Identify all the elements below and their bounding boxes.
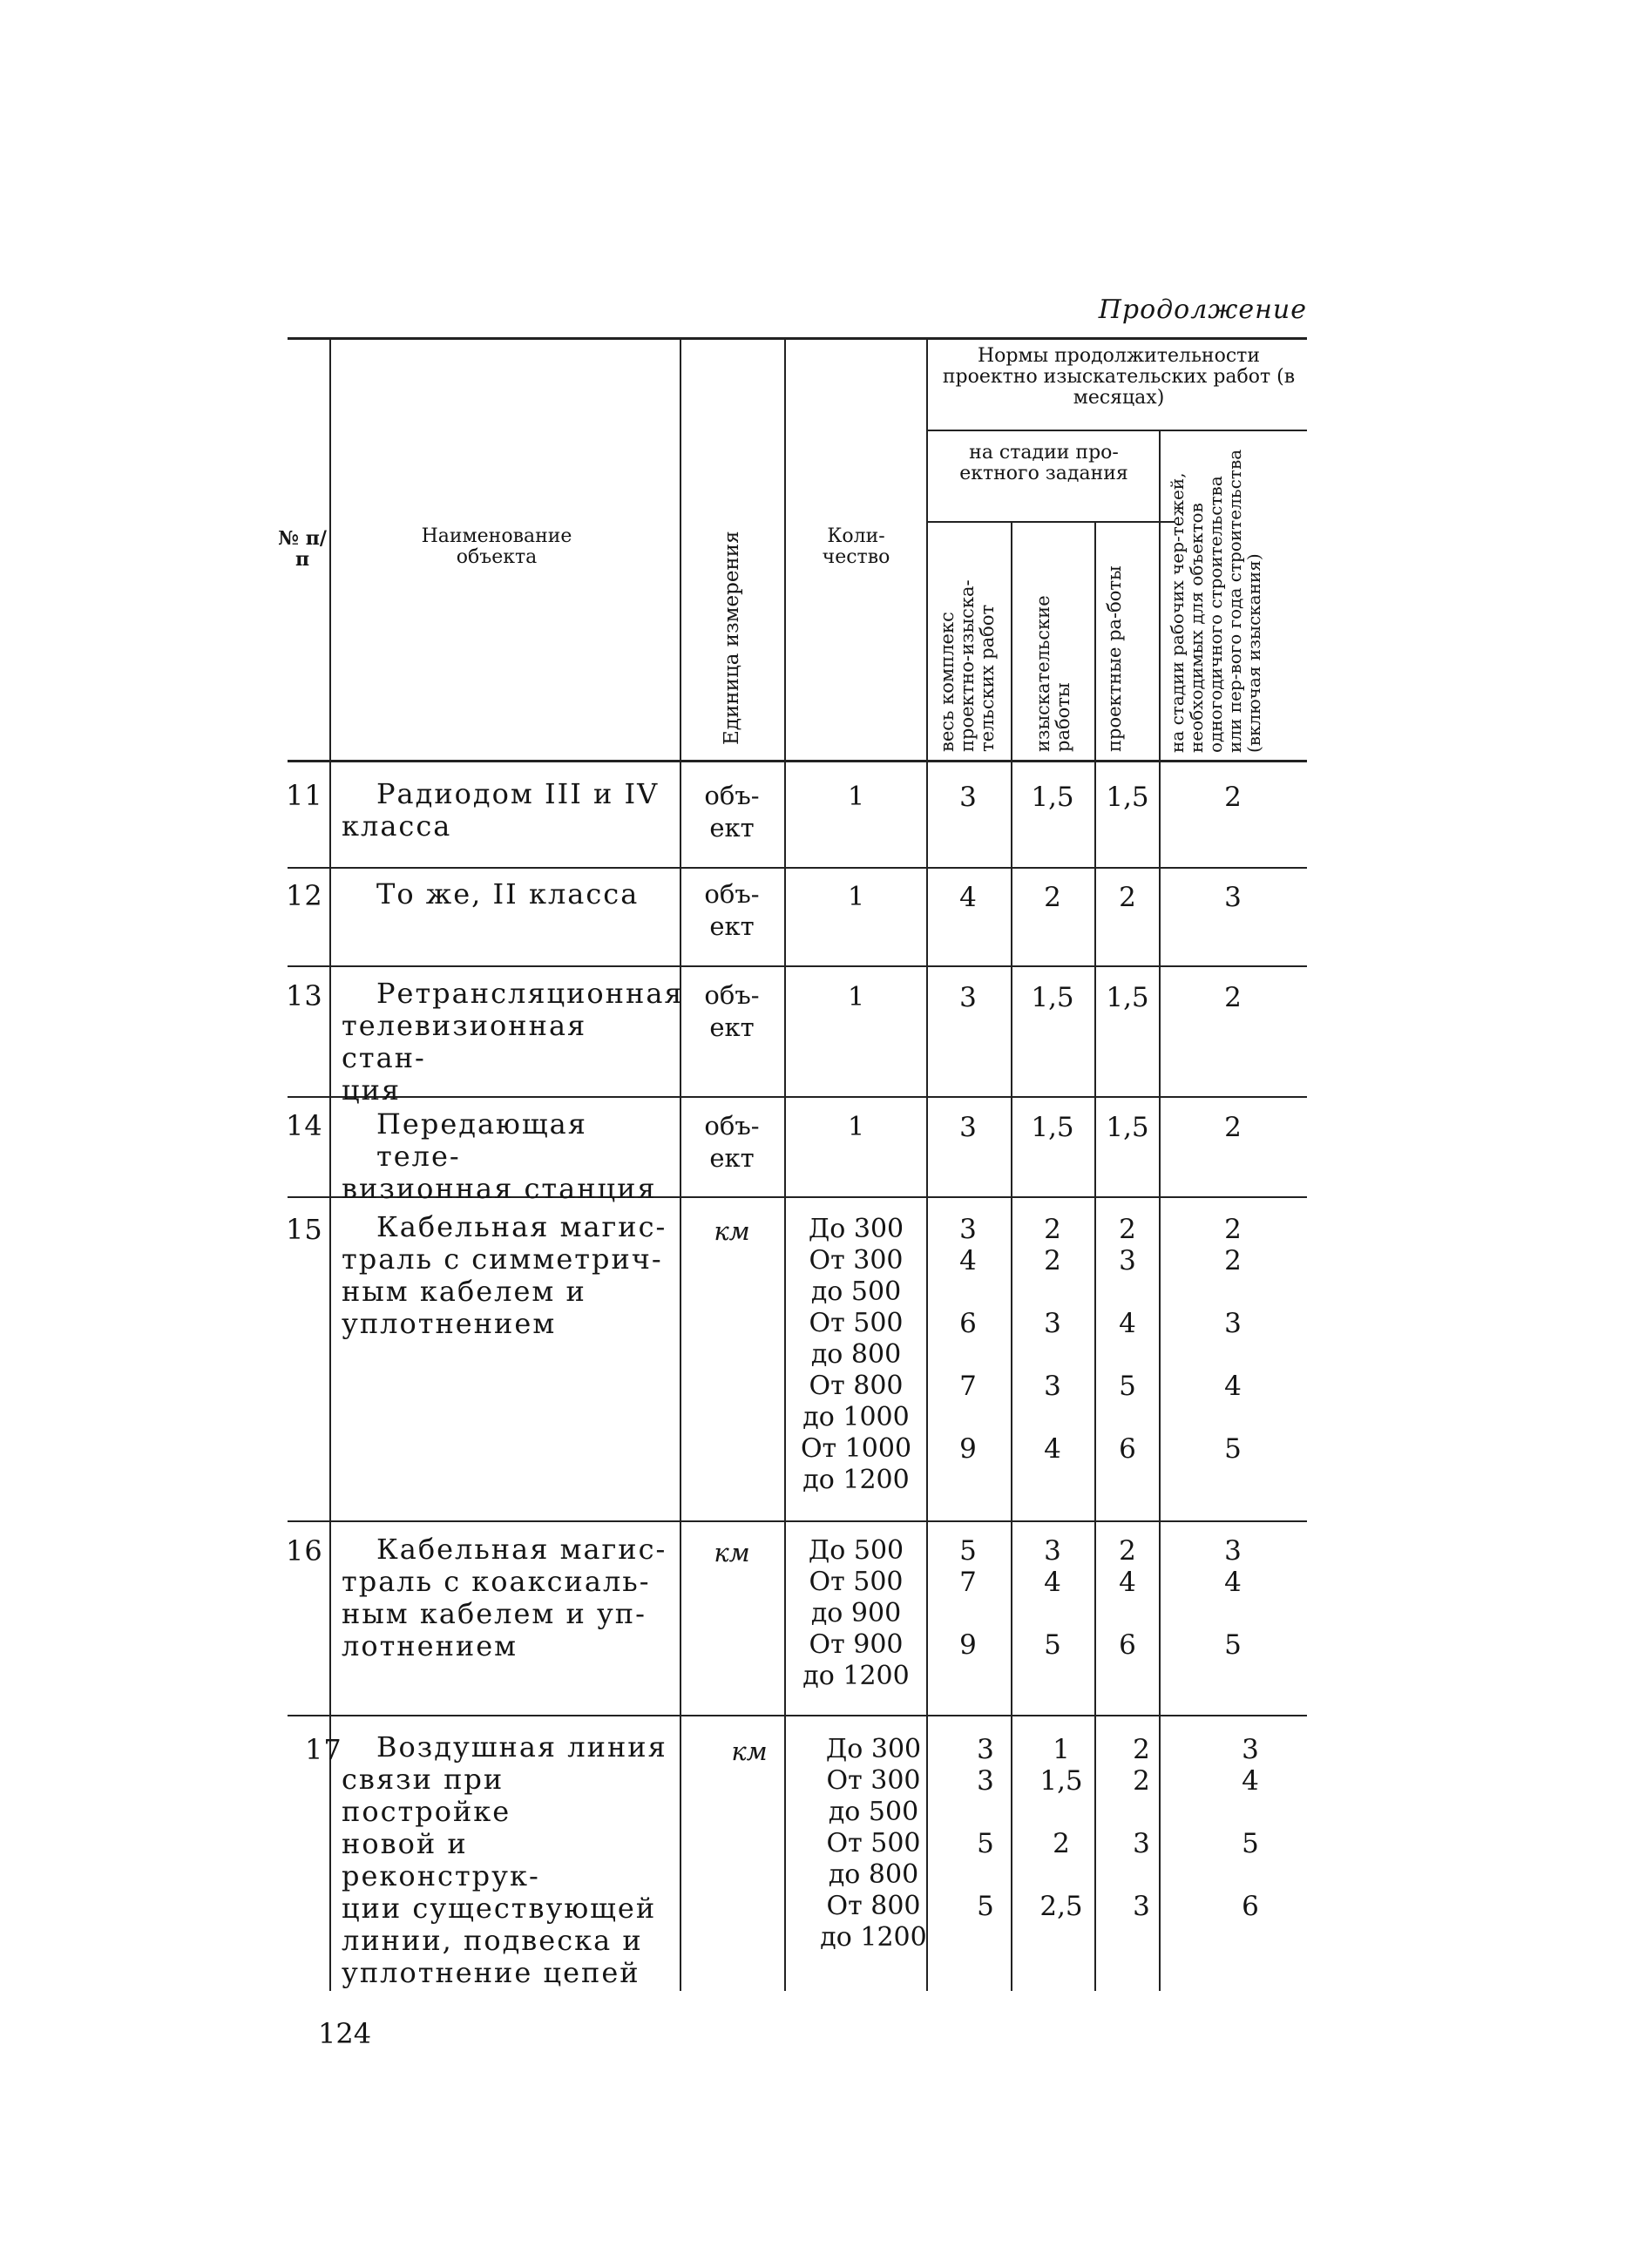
working-drawings-cell: 2 xyxy=(1224,1112,1242,1143)
working-drawings-cell: 3 4 5 xyxy=(1224,1535,1242,1661)
full-complex-cell: 3 3 5 5 xyxy=(977,1734,994,1922)
header-stage-project: на стадии про-ектного задания xyxy=(959,442,1128,485)
object-name: Передающая теле- визионная станция xyxy=(342,1107,657,1205)
header-design: проектные ра-боты xyxy=(1104,565,1125,752)
survey-cell: 2 xyxy=(1044,882,1061,913)
quantity-cell: 1 xyxy=(847,1112,865,1142)
row-no: 13 xyxy=(286,979,323,1012)
unit-cell: км xyxy=(714,1538,750,1567)
full-complex-cell: 5 7 9 xyxy=(959,1535,977,1661)
quantity-cell: 1 xyxy=(847,882,865,912)
object-name: Воздушная линия связи при постройке новой и реконструк- ции существующей линии, подвеска и уплотнение цепей xyxy=(342,1730,667,1989)
header-quantity: Коли-чество xyxy=(822,525,890,569)
table-top-rule xyxy=(288,337,1307,340)
design-cell: 1,5 xyxy=(1106,982,1149,1013)
header-no: № п/п xyxy=(278,527,327,572)
working-drawings-cell: 3 xyxy=(1224,882,1242,913)
working-drawings-cell: 2 2 3 4 5 xyxy=(1224,1214,1242,1465)
row-rule xyxy=(288,867,1307,869)
survey-cell: 1,5 xyxy=(1031,782,1074,813)
row-no: 16 xyxy=(286,1534,323,1567)
row-no: 15 xyxy=(286,1213,323,1246)
page-number: 124 xyxy=(318,2017,372,2050)
header-unit: Единица измерения xyxy=(721,531,743,745)
row-no: 12 xyxy=(286,879,323,912)
quantity-cell: До 300 От 300 до 500 От 500 до 800 От 800 до 1000 От 1000 до 1200 xyxy=(800,1214,912,1495)
header-bottom-rule xyxy=(288,760,1307,762)
working-drawings-cell: 2 xyxy=(1224,982,1242,1013)
unit-cell: объ- ект xyxy=(704,781,760,843)
continuation-label: Продолжение xyxy=(1098,295,1307,325)
quantity-cell: 1 xyxy=(847,782,865,812)
stage-header-rule xyxy=(926,521,1175,523)
full-complex-cell: 3 xyxy=(959,1112,977,1143)
col-divider-name xyxy=(680,340,681,1991)
working-drawings-cell: 2 xyxy=(1224,782,1242,813)
header-survey: изыскательские работы xyxy=(1033,595,1074,752)
row-no: 11 xyxy=(286,779,323,812)
header-norms: Нормы продолжительности проектно изыскательских работ (в месяцах) xyxy=(942,345,1296,410)
quantity-cell: 1 xyxy=(847,982,865,1012)
survey-cell: 1,5 xyxy=(1031,982,1074,1013)
survey-cell: 2 2 3 3 4 xyxy=(1044,1214,1061,1465)
object-name: То же, II класса xyxy=(376,877,640,911)
row-no: 14 xyxy=(286,1109,323,1142)
quantity-cell: До 300 От 300 до 500 От 500 до 800 От 800 до 1200 xyxy=(820,1734,927,1953)
design-cell: 2 2 3 3 xyxy=(1133,1734,1150,1922)
unit-cell: км xyxy=(731,1737,768,1766)
row-rule xyxy=(288,1520,1307,1522)
full-complex-cell: 3 xyxy=(959,782,977,813)
row-rule xyxy=(288,1715,1307,1716)
object-name: Кабельная магис- траль с коаксиаль- ным кабелем и уп- лотнением xyxy=(342,1533,667,1662)
norms-header-rule xyxy=(926,430,1307,431)
design-cell: 1,5 xyxy=(1106,1112,1149,1143)
unit-cell: объ- ект xyxy=(704,980,760,1042)
survey-cell: 1 1,5 2 2,5 xyxy=(1039,1734,1083,1922)
survey-cell: 1,5 xyxy=(1031,1112,1074,1143)
row-rule xyxy=(288,965,1307,967)
unit-cell: объ- ект xyxy=(704,1111,760,1173)
design-cell: 1,5 xyxy=(1106,782,1149,813)
design-cell: 2 3 4 5 6 xyxy=(1119,1214,1136,1465)
header-working-drawings: на стадии рабочих чер-тежей, необходимых для объектов одногодичного строительства или пер-вого года строительства (включая изыскания) xyxy=(1167,449,1264,753)
survey-cell: 3 4 5 xyxy=(1044,1535,1061,1661)
full-complex-cell: 3 4 6 7 9 xyxy=(959,1214,977,1465)
full-complex-cell: 4 xyxy=(959,882,977,913)
unit-cell: объ- ект xyxy=(704,879,760,941)
object-name: Ретрансляционная телевизионная стан- ция xyxy=(342,977,684,1107)
object-name: Кабельная магис- траль с симметрич- ным кабелем и уплотнением xyxy=(342,1210,667,1340)
working-drawings-cell: 3 4 5 6 xyxy=(1242,1734,1259,1922)
row-no: 17 xyxy=(305,1733,342,1766)
unit-cell: км xyxy=(714,1216,750,1246)
header-name: Наименование объекта xyxy=(421,525,572,569)
design-cell: 2 xyxy=(1119,882,1136,913)
quantity-cell: До 500 От 500 до 900 От 900 до 1200 xyxy=(802,1535,910,1691)
header-full-complex: весь комплекс проектно-изыска-тельских работ xyxy=(937,579,999,752)
full-complex-cell: 3 xyxy=(959,982,977,1013)
design-cell: 2 4 6 xyxy=(1119,1535,1136,1661)
object-name: Радиодом III и IV класса xyxy=(342,777,660,843)
